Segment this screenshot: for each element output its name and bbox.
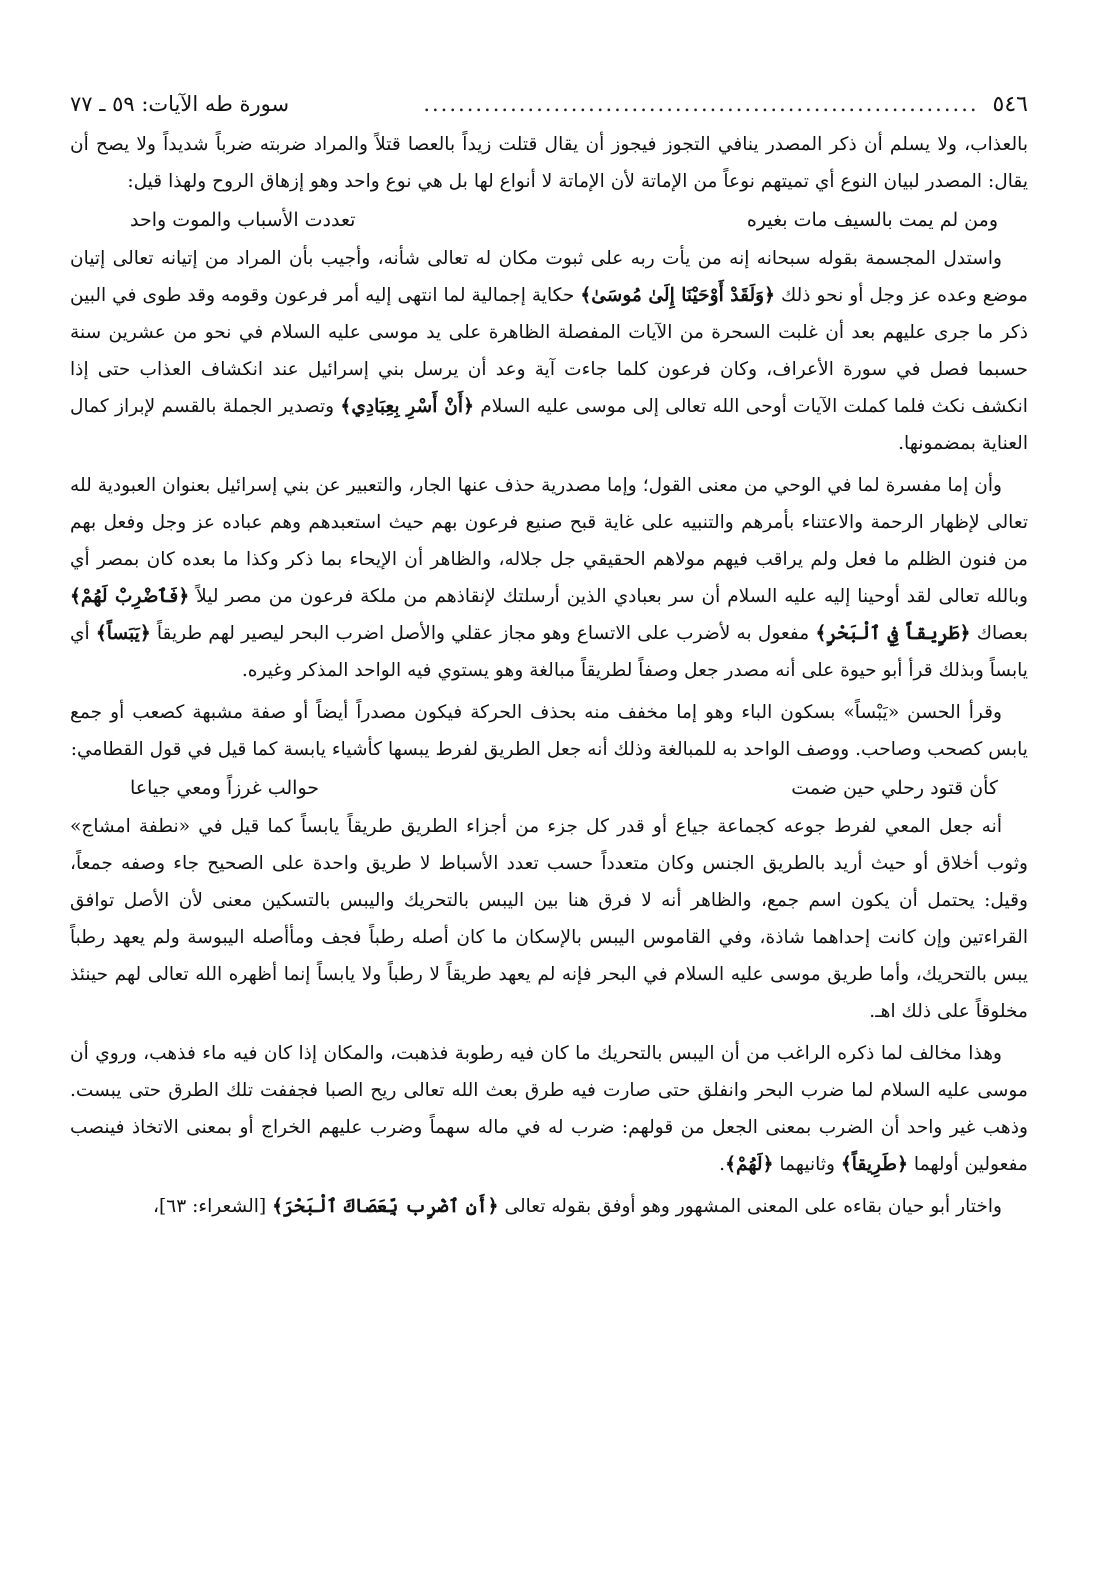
page-header [70,82,1028,126]
paragraph-text: وقرأ الحسن «يَبْساً» بسكون الباء وهو إما مخفف منه بحذف الحركة فيكون مصدراً أيضاً أو صفة مشبهة كصعب أو جمع يابس كصحب وصاحب. ووصف الواحد به للمبالغة وذلك أنه جعل الطريق لفرط يبسها كأشياء يابسة كما قيل في قول القطامي: [70,702,1028,760]
page-body [70,126,1028,1225]
page-number: ٥٤٦ [992,92,1028,117]
paragraph-text: بالعذاب، ولا يسلم أن ذكر المصدر ينافي التجوز فيجوز أن يقال قتلت زيداً بالعصا قتلاً والمراد ضربته ضرباً شديداً ولا يصح أن يقال: المصدر لبيان النوع أي تميتهم نوعاً من الإماتة لأن الإماتة لا أنواع لها بل هي نوع واحد وهو إزهاق الروح ولهذا قيل: [70,134,1028,192]
header-title: سورة طه الآيات: ٥٩ ـ ٧٧ [70,92,290,116]
paragraph-text: مفعول به لأضرب على الاتساع وهو مجاز عقلي والأصل اضرب البحر ليصير لهم طريقاً [150,623,816,644]
quran-quote: ﴿أَنْ أَسْرِ بِعِبَادِي﴾ [340,396,474,417]
commentary-paragraph [70,1188,1028,1225]
paragraph-text: أنه جعل المعي لفرط جوعه كجماعة جياع أو قدر كل جزء من أجزاء الطريق طريقاً يابساً كما قيل في «نطفة امشاج» وثوب أخلاق أو حيث أريد بالطريق الجنس وكان متعدداً حسب تعدد الأسباط لا طريق واحدة على الصحيح جاء وصفه جمعاً، وقيل: يحتمل أن يكون اسم جمع، والظاهر أنه لا فرق هنا بين اليبس بالتحريك واليبس بالتسكين معنى لأن الأصل توافق القراءتين وإن كانت إحداهما شاذة، وفي القاموس اليبس بالإسكان ما كان أصله رطباً فجف ومأأصله اليبوسة ولم يعهد رطباً يبس بالتحريك، وأما طريق موسى عليه السلام في البحر فإنه لم يعهد طريقاً لا رطباً ولا يابساً إنما أظهره الله تعالى لهم حينئذ مخلوقاً على ذلك اهـ. [70,816,1028,1022]
paragraph-text: وهذا مخالف لما ذكره الراغب من أن اليبس بالتحريك ما كان فيه رطوبة فذهبت، والمكان إذا كان فيه ماء فذهب، وروي أن موسى عليه السلام لما ضرب البحر وانفلق حتى صارت فيه طرق بعث الله تعالى ريح الصبا فجففت تلك الطرق حتى يبست. وذهب غير واحد أن الضرب بمعنى الجعل من قولهم: ضرب له في ماله سهماً وضرب عليهم الخراج أو بمعنى الاتخاذ فينصب مفعولين أولهما [70,1043,1028,1175]
paragraph-text: أي يابساً وبذلك قرأ أبو حيوة على أنه مصدر جعل وصفاً لطريقاً مبالغة وهو يستوي فيه الواحد المذكر وغيره. [70,623,1028,681]
quran-quote: ﴿وَلَقَدْ أَوْحَيْنَا إِلَىٰ مُوسَىٰ﴾ [580,285,776,306]
paragraph-text: وثانيهما [773,1154,841,1175]
paragraph-text: [الشعراء: ٦٣]، [152,1196,273,1217]
quran-quote: ﴿لَهُمْ﴾ [725,1154,774,1175]
quran-quote: ﴿يَبَساً﴾ [95,623,151,644]
paragraph-text: واستدل المجسمة بقوله سبحانه إنه من يأت ربه على ثبوت مكان له تعالى شأنه، وأجيب بأن المراد من إتيانه تعالى إتيان موضع وعده عز وجل أو نحو ذلك [70,248,1028,306]
verse-first-hemistich: ومن لم يمت بالسيف مات بغيره [746,209,998,231]
paragraph-text: واختار أبو حيان بقاءه على المعنى المشهور وهو أوفق بقوله تعالى [498,1196,1002,1217]
verse-first-hemistich: كأن قتود رحلي حين ضمت [791,777,998,799]
paragraph-text: بعصاك [970,623,1028,644]
quran-quote: ﴿طَرِيقاً﴾ [840,1154,908,1175]
paragraph-text: وتصدير الجملة بالقسم لإبراز كمال العناية بمضمونها. [70,396,1028,454]
quran-quote: ﴿أَنِ ٱضْرِب بِّعَصَاكَ ٱلْبَحْرَ﴾ [272,1196,499,1217]
poetry-verse [70,768,1028,808]
poetry-verse [70,200,1028,240]
commentary-paragraph [70,467,1028,689]
quran-quote: ﴿فَٱضْرِبْ لَهُمْ﴾ [70,586,190,607]
commentary-paragraph [70,126,1028,200]
commentary-paragraph [70,1035,1028,1183]
book-page [70,82,1028,1552]
verse-second-hemistich: حوالب غرزاً ومعي جياعا [130,777,320,799]
paragraph-text: وأن إما مفسرة لما في الوحي من معنى القول؛ وإما مصدرية حذف عنها الجار، والتعبير عن بني إسرائيل بعنوان العبودية لله تعالى لإظهار الرحمة والاعتناء بأمرهم والتنبيه على غاية قبح صنيع فرعون بهم حيث استعبدهم وهم عباده عز وجل وفعل بهم من فنون الظلم ما فعل ولم يراقب فيهم مولاهم الحقيقي جل جلاله، والظاهر أن الإيحاء بما ذكر وكذا ما بعده كان بمصر أي وبالله تعالى لقد أوحينا إليه عليه السلام أن سر بعبادي الذين أرسلتك لإنقاذهم من ملكة فرعون من مصر ليلاً [70,475,1028,607]
quran-quote: ﴿طَرِيقاً فِي ٱلْبَحْرِ﴾ [815,623,971,644]
commentary-paragraph [70,240,1028,462]
header-dot-leader: ................................................................ [423,92,979,116]
paragraph-text: حكاية إجمالية لما انتهى إليه أمر فرعون وقومه وقد طوى في البين ذكر ما جرى عليهم بعد أن غلبت السحرة من الآيات المفصلة الظاهرة على يد موسى عليه السلام في نحو من عشرين سنة حسبما فصل في سورة الأعراف، وكان فرعون كلما جاءت آية وعد أن يرسل بني إسرائيل عند انكشاف العذاب حتى إذا انكشف نكث فلما كملت الآيات أوحى الله تعالى إلى موسى عليه السلام [70,285,1028,417]
verse-second-hemistich: تعددت الأسباب والموت واحد [130,209,356,231]
commentary-paragraph [70,808,1028,1030]
paragraph-text: . [719,1154,726,1175]
commentary-paragraph [70,694,1028,768]
